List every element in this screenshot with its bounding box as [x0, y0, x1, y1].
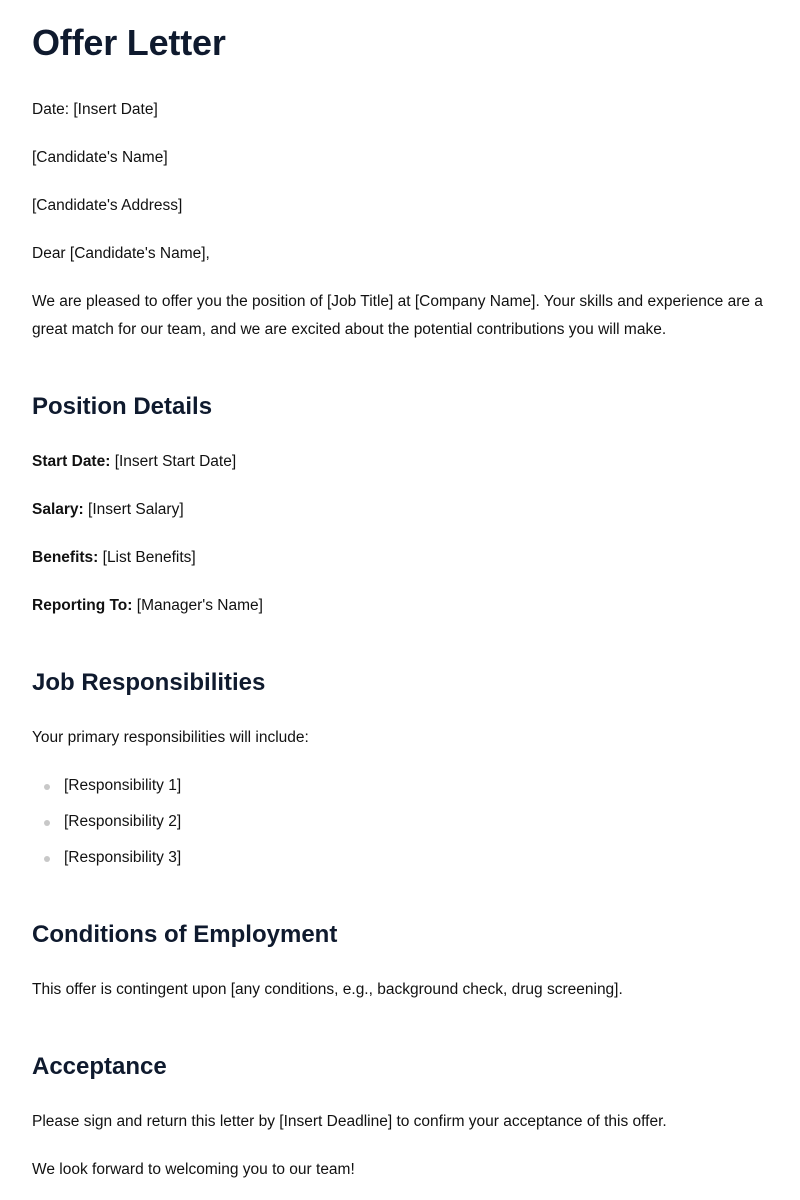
list-item-text: [Responsibility 1] [64, 777, 182, 794]
conditions-heading: Conditions of Employment [32, 921, 338, 948]
salary-value: [Insert Salary] [83, 501, 184, 518]
start-date-line [32, 448, 768, 476]
candidate-address: [Candidate's Address] [32, 197, 183, 214]
reporting-to-line [32, 592, 768, 620]
position-details-heading: Position Details [32, 393, 213, 420]
list-item-text: [Responsibility 2] [64, 813, 182, 830]
benefits-label: Benefits: [32, 549, 99, 566]
intro-paragraph: We are pleased to offer you the position of [Job Title] at [Company Name]. Your skills and experience are a great match for our team, and we are excited about the potential contributions you will make. [32, 293, 763, 338]
acceptance-text: Please sign and return this letter by [Insert Deadline] to confirm your acceptance of this offer. [32, 1113, 667, 1130]
start-date-label: Start Date: [32, 453, 111, 470]
bullet-icon [44, 820, 50, 826]
reporting-to-value: [Manager's Name] [132, 597, 263, 614]
job-responsibilities-heading: Job Responsibilities [32, 669, 266, 696]
closing-line: We look forward to welcoming you to our team! [32, 1161, 355, 1178]
acceptance-heading: Acceptance [32, 1053, 167, 1080]
date-line: Date: [Insert Date] [32, 101, 158, 118]
benefits-line [32, 544, 768, 572]
bullet-icon [44, 856, 50, 862]
reporting-to-label: Reporting To: [32, 597, 133, 614]
page-title: Offer Letter [32, 22, 226, 63]
salary-line [32, 496, 768, 524]
list-item-text: [Responsibility 3] [64, 849, 182, 866]
bullet-icon [44, 784, 50, 790]
salutation: Dear [Candidate's Name], [32, 245, 210, 262]
candidate-name: [Candidate's Name] [32, 149, 168, 166]
start-date-value: [Insert Start Date] [110, 453, 237, 470]
responsibilities-intro: Your primary responsibilities will include: [32, 729, 309, 746]
salary-label: Salary: [32, 501, 84, 518]
benefits-value: [List Benefits] [98, 549, 196, 566]
conditions-text: This offer is contingent upon [any conditions, e.g., background check, drug screening]. [32, 981, 623, 998]
